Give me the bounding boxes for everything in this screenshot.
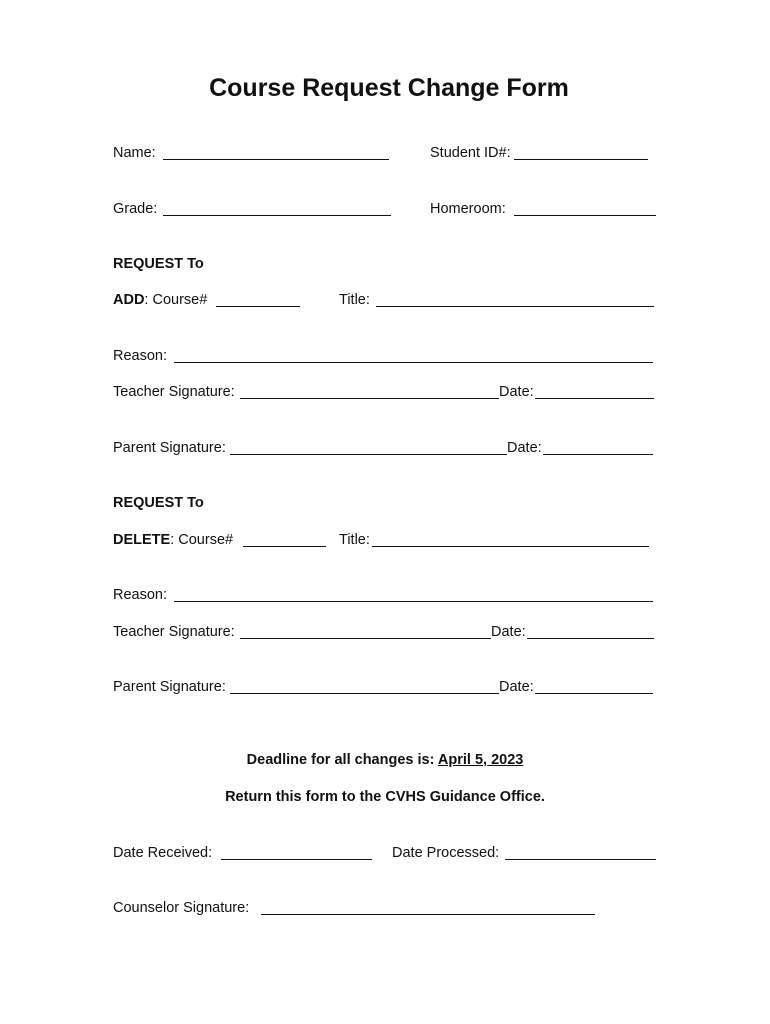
name-field[interactable] — [163, 159, 389, 160]
add-request-heading: REQUEST To — [113, 256, 204, 272]
delete-title-field[interactable] — [372, 546, 649, 547]
add-course-text: : Course# — [144, 292, 208, 308]
add-parent-date-label: Date: — [507, 440, 542, 456]
add-course-field[interactable] — [216, 306, 300, 307]
add-reason-label: Reason: — [113, 348, 168, 364]
delete-reason-field[interactable] — [174, 601, 653, 602]
date-processed-field[interactable] — [505, 859, 656, 860]
add-teacher-date-field[interactable] — [535, 398, 654, 399]
add-parent-signature-label: Parent Signature: — [113, 440, 226, 456]
delete-course-text: : Course# — [170, 532, 234, 548]
date-received-label: Date Received: — [113, 845, 213, 861]
return-note: Return this form to the CVHS Guidance Office. — [225, 789, 545, 805]
deadline-label: Deadline for all changes is: — [246, 752, 438, 768]
delete-teacher-signature-field[interactable] — [240, 638, 491, 639]
counselor-signature-field[interactable] — [261, 914, 595, 915]
delete-parent-date-label: Date: — [499, 679, 534, 695]
add-parent-date-field[interactable] — [543, 454, 653, 455]
delete-course-field[interactable] — [243, 546, 326, 547]
date-received-field[interactable] — [221, 859, 372, 860]
add-parent-signature-field[interactable] — [230, 454, 507, 455]
add-title-field[interactable] — [376, 306, 654, 307]
delete-course-label — [113, 531, 233, 549]
delete-teacher-date-field[interactable] — [527, 638, 654, 639]
delete-parent-signature-field[interactable] — [230, 693, 499, 694]
student-id-field[interactable] — [514, 159, 648, 160]
delete-parent-signature-label: Parent Signature: — [113, 679, 226, 695]
name-label: Name: — [113, 145, 156, 161]
page-title: Course Request Change Form — [209, 74, 569, 102]
grade-field[interactable] — [163, 215, 391, 216]
add-course-label — [113, 291, 207, 309]
delete-request-heading: REQUEST To — [113, 495, 204, 511]
add-reason-field[interactable] — [174, 362, 653, 363]
grade-label: Grade: — [113, 201, 158, 217]
delete-teacher-date-label: Date: — [491, 624, 526, 640]
add-teacher-signature-field[interactable] — [240, 398, 499, 399]
counselor-signature-label: Counselor Signature: — [113, 900, 250, 916]
delete-teacher-signature-label: Teacher Signature: — [113, 624, 235, 640]
add-teacher-date-label: Date: — [499, 384, 534, 400]
homeroom-label: Homeroom: — [430, 201, 506, 217]
delete-action: DELETE — [113, 532, 171, 548]
delete-title-label: Title: — [339, 532, 370, 548]
add-action: ADD — [113, 292, 145, 308]
student-id-label: Student ID#: — [430, 145, 511, 161]
deadline-notice — [0, 752, 770, 768]
add-title-label: Title: — [339, 292, 370, 308]
delete-parent-date-field[interactable] — [535, 693, 653, 694]
deadline-date: April 5, 2023 — [437, 752, 524, 768]
add-teacher-signature-label: Teacher Signature: — [113, 384, 235, 400]
delete-reason-label: Reason: — [113, 587, 168, 603]
date-processed-label: Date Processed: — [392, 845, 500, 861]
homeroom-field[interactable] — [514, 215, 656, 216]
